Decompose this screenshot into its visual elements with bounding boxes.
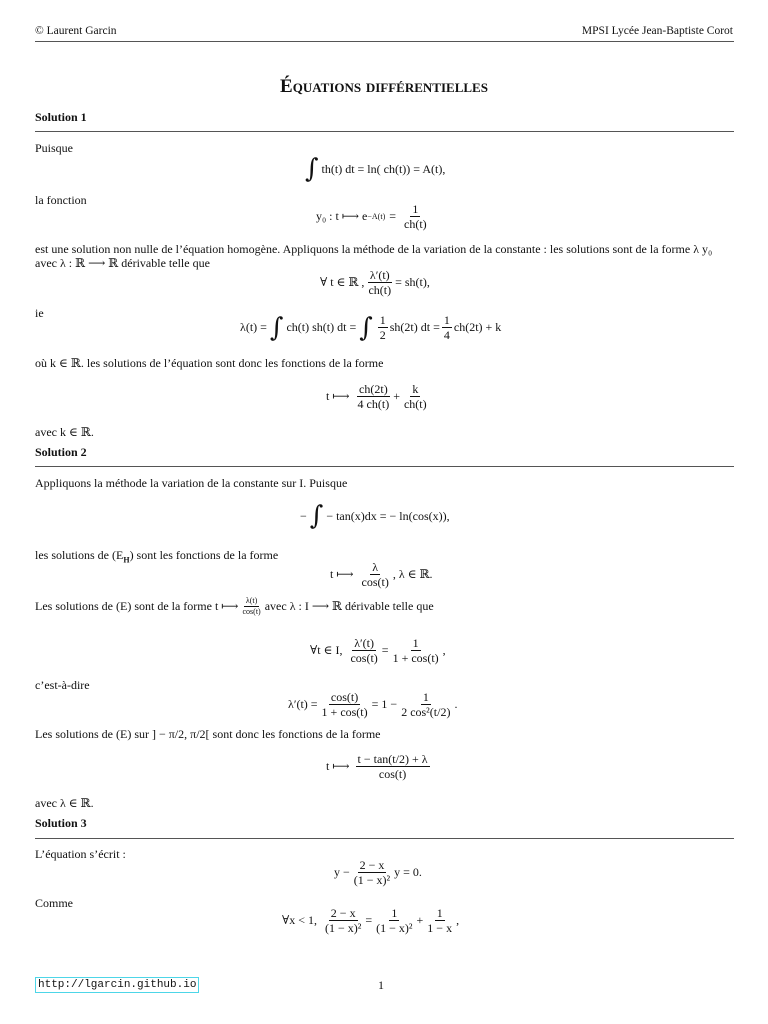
s3-eq2-num: 2 − x <box>330 906 356 920</box>
solution-1-rule <box>35 131 734 132</box>
s1-eq5-frac2-num: k <box>412 382 419 396</box>
s1-eq4-frac1-num: 1 <box>379 313 386 327</box>
s1-equation-2 <box>316 202 431 231</box>
s3-eq2-num2: 1 <box>391 906 398 920</box>
header-rule <box>35 41 734 42</box>
s2-eq4-den: 1 + cos(t) <box>321 705 368 719</box>
s2-eq5-fraction <box>356 752 430 781</box>
s2-equation-5 <box>326 752 432 781</box>
s2-text-e-forme-fraction <box>241 596 263 617</box>
s3-eq1-den: (1 − x)² <box>353 873 391 887</box>
s3-eq2-frac2 <box>374 906 414 935</box>
s2-eq1-right: − tan(x)dx = − ln(cos(x)), <box>326 508 450 523</box>
page-number: 1 <box>378 978 384 992</box>
integral-sign: ∫ <box>269 312 284 343</box>
s1-eq2-den: ch(t) <box>404 217 427 231</box>
s1-eq5-plus: + <box>393 389 400 403</box>
s2-eq4-frac1 <box>320 690 370 719</box>
s3-eq2-left: ∀x < 1, <box>282 913 318 927</box>
s2-eq3-end: , <box>442 643 446 657</box>
s2-eq4-frac2 <box>399 690 452 719</box>
s2-eq5-den: cos(t) <box>378 767 407 781</box>
s2-eq3-frac1 <box>348 636 379 665</box>
s2-text-eh-a: les solutions de (E <box>35 548 124 562</box>
s1-eq2-left: y₀ : t ⟼ e <box>316 209 368 223</box>
s1-eq5-frac2 <box>402 382 429 411</box>
s2-text-e-forme-num: λ(t) <box>245 596 258 605</box>
s1-eq4-frac2 <box>442 313 452 342</box>
s2-text-e-forme <box>35 596 434 617</box>
s2-eq3-num: λ′(t) <box>354 636 375 650</box>
s3-eq2-frac3 <box>425 906 454 935</box>
s2-text-solutions-eh <box>35 548 278 564</box>
s2-eq3-den: cos(t) <box>350 651 378 665</box>
s2-eq4-num2: 1 <box>422 690 429 704</box>
s3-eq2-end: , <box>456 913 460 927</box>
s2-eq2-den: cos(t) <box>361 575 389 589</box>
s3-eq2-den3: 1 − x <box>427 921 453 935</box>
s1-eq4-b: ch(t) sh(t) dt = <box>286 320 357 334</box>
header-author: © Laurent Garcin <box>35 25 117 37</box>
s1-eq3-den: ch(t) <box>368 283 392 297</box>
s1-eq3-fraction <box>366 268 393 297</box>
s1-eq3-right: = sh(t), <box>395 275 430 289</box>
s2-eq4-left: λ′(t) = <box>288 697 318 711</box>
s1-eq2-fraction <box>402 202 429 231</box>
s2-eq2-left: t ⟼ <box>330 567 354 581</box>
s1-equation-3 <box>320 268 430 297</box>
integral-sign: ∫ <box>359 312 373 343</box>
s3-eq2-den2: (1 − x)² <box>376 921 413 935</box>
solution-3-heading: Solution 3 <box>35 816 87 830</box>
s1-eq5-left: t ⟼ <box>326 389 350 403</box>
s1-equation-1 <box>302 156 445 182</box>
solution-3-rule <box>35 838 734 839</box>
s3-eq1-left: y − <box>334 865 350 879</box>
s2-eq3-frac2 <box>391 636 441 665</box>
integral-sign: ∫ <box>309 501 324 531</box>
s2-eq4-end: . <box>454 697 458 711</box>
s2-text-avec-lambda: avec λ ∈ ℝ. <box>35 796 94 810</box>
s2-eq3-num2: 1 <box>412 636 419 650</box>
s2-text-appliquons: Appliquons la méthode la variation de la constante sur I. Puisque <box>35 476 348 490</box>
s3-text-equation: L’équation s’écrit : <box>35 847 126 861</box>
s2-eq4-num: cos(t) <box>330 690 359 704</box>
s3-eq2-plus: + <box>416 913 424 927</box>
s2-text-eh-sub: H <box>123 555 130 565</box>
s2-eq5-left: t ⟼ <box>326 759 350 773</box>
s3-equation-1 <box>334 858 422 887</box>
s3-eq1-right: y = 0. <box>394 865 422 879</box>
s2-eq2-fraction <box>360 560 391 589</box>
s1-text-est-solution: est une solution non nulle de l’équation homogène. Appliquons la méthode de la variation de la constante : les solutions sont de la forme λ y₀ <box>35 242 713 256</box>
s2-eq1-left: − <box>300 508 307 523</box>
s2-text-e-forme-den: cos(t) <box>242 607 261 616</box>
s1-eq5-frac1-num: ch(2t) <box>359 382 388 396</box>
s1-text-avec-lambda: avec λ : ℝ ⟶ ℝ dérivable telle que <box>35 256 210 270</box>
s2-eq2-right: , λ ∈ ℝ. <box>392 567 433 581</box>
s1-eq2-exponent: −A(t) <box>367 212 386 221</box>
s1-eq5-frac1-den: 4 ch(t) <box>357 397 390 411</box>
s2-text-cest-a-dire: c’est-à-dire <box>35 678 90 692</box>
s2-equation-2 <box>330 560 433 589</box>
s2-equation-4 <box>288 690 457 719</box>
s2-text-eh-b: ) sont les fonctions de la forme <box>129 548 279 562</box>
solution-2-heading: Solution 2 <box>35 445 87 459</box>
s1-eq2-equals: = <box>389 209 397 223</box>
s1-eq4-frac1 <box>378 313 388 342</box>
s2-eq4-den2: 2 cos²(t/2) <box>401 705 451 719</box>
s1-eq5-frac1 <box>356 382 392 411</box>
s1-text-ie: ie <box>35 306 44 320</box>
s1-equation-4 <box>240 313 501 342</box>
s1-text-avec-k: avec k ∈ ℝ. <box>35 425 94 439</box>
s1-text-puisque: Puisque <box>35 141 74 155</box>
integral-sign: ∫ <box>305 154 319 184</box>
s3-eq2-num3: 1 <box>436 906 443 920</box>
s1-eq4-c: sh(2t) dt = <box>389 320 440 334</box>
s3-eq2-eq: = <box>365 913 373 927</box>
s1-eq4-d: ch(2t) + k <box>453 320 502 334</box>
s1-equation-5 <box>326 382 431 411</box>
s1-text-ou-k: où k ∈ ℝ. les solutions de l’équation sont donc les fonctions de la forme <box>35 356 384 370</box>
s1-eq4-frac2-num: 1 <box>443 313 450 327</box>
s3-eq2-frac1 <box>323 906 363 935</box>
s2-equation-3 <box>310 636 446 665</box>
solution-1-heading: Solution 1 <box>35 110 87 124</box>
s2-equation-1 <box>300 503 450 529</box>
s3-eq2-den: (1 − x)² <box>325 921 362 935</box>
s2-eq3-eq: = <box>381 643 389 657</box>
s1-eq3-left: ∀ t ∈ ℝ , <box>320 275 365 289</box>
s3-equation-2 <box>282 906 459 935</box>
s2-eq2-num: λ <box>372 560 379 574</box>
s2-eq3-den2: 1 + cos(t) <box>392 651 439 665</box>
s1-eq1-body: th(t) dt = ln( ch(t)) = A(t), <box>321 161 446 176</box>
s2-text-e-forme-a: Les solutions de (E) sont de la forme t ⟼ <box>35 599 239 613</box>
s1-eq5-frac2-den: ch(t) <box>403 397 427 411</box>
s1-eq4-frac1-den: 2 <box>379 328 386 342</box>
website-link[interactable]: http://lgarcin.github.io <box>35 977 199 993</box>
s2-eq4-mid: = 1 − <box>371 697 398 711</box>
s1-text-la-fonction: la fonction <box>35 193 87 207</box>
s1-eq2-num: 1 <box>412 202 419 216</box>
s2-text-sur-intervalle: Les solutions de (E) sur ] − π/2, π/2[ sont donc les fonctions de la forme <box>35 727 381 741</box>
page-title: Équations différentielles <box>280 76 488 97</box>
s2-eq5-num: t − tan(t/2) + λ <box>357 752 428 766</box>
s1-eq4-a: λ(t) = <box>240 320 267 334</box>
s1-eq4-frac2-den: 4 <box>443 328 450 342</box>
s3-eq1-num: 2 − x <box>359 858 385 872</box>
header-school: MPSI Lycée Jean-Baptiste Corot <box>581 25 733 37</box>
s3-eq1-fraction <box>352 858 392 887</box>
s1-eq3-num: λ′(t) <box>369 268 390 282</box>
solution-2-rule <box>35 466 734 467</box>
s2-eq3-left: ∀t ∈ I, <box>310 643 343 657</box>
s2-text-e-forme-b: avec λ : I ⟶ ℝ dérivable telle que <box>264 599 434 613</box>
s3-text-comme: Comme <box>35 896 73 910</box>
